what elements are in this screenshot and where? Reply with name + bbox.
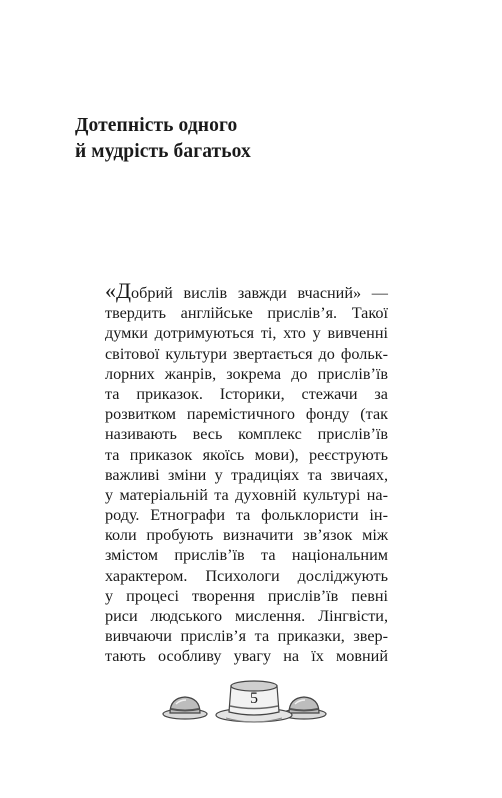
paragraph-line: твердить англійське прислів’я. Такої bbox=[105, 304, 388, 323]
paragraph-line: називають весь комплекс прислів’їв bbox=[105, 425, 388, 444]
paragraph-line: у процесі творення прислів’їв певні bbox=[105, 586, 388, 605]
paragraph-line: риси людського мислення. Лінгвісти, bbox=[105, 607, 388, 625]
page-footer bbox=[158, 668, 348, 728]
paragraph-line: та приказок. Історики, стежачи за bbox=[105, 384, 388, 403]
paragraph-line: світової культури звертається до фольк- bbox=[105, 344, 388, 363]
paragraph-line: лорних жанрів, зокрема до прислів’їв bbox=[105, 364, 388, 383]
paragraph-line: та приказок якоїсь мови), реєструють bbox=[105, 445, 388, 464]
chapter-title bbox=[75, 113, 415, 165]
chapter-title-line-2: й мудрість багатьох bbox=[75, 141, 251, 162]
paragraph-line: характером. Психологи досліджують bbox=[105, 566, 388, 585]
paragraph-line: думки дотримуються ті, хто у вивченні bbox=[105, 324, 388, 343]
page-number: 5 bbox=[250, 690, 258, 707]
paragraph-line: важливі зміни у традиціях та звичаях, bbox=[105, 465, 388, 484]
paragraph-line: у матеріальній та духовній культурі на- bbox=[105, 485, 388, 504]
paragraph-line: коли пробують визначити зв’язок між bbox=[105, 526, 388, 545]
body-paragraph bbox=[105, 278, 388, 667]
paragraph-line: роду. Етнографи та фольклористи ін- bbox=[105, 506, 388, 525]
paragraph-line: вивчаючи прислів’я та приказки, звер- bbox=[105, 627, 388, 646]
dropcap: «Д bbox=[105, 278, 132, 303]
paragraph-line: розвитком паремістичного фонду (так bbox=[105, 405, 388, 424]
left-hat-icon bbox=[163, 697, 207, 719]
paragraph-line: змістом прислів’їв та національним bbox=[105, 546, 388, 565]
chapter-title-line-1: Дотепність одного bbox=[75, 115, 238, 136]
paragraph-line: «Добрий вислів завжди вчасний» — bbox=[105, 278, 388, 303]
paragraph-line: тають особливу увагу на їх мовний bbox=[105, 647, 388, 666]
